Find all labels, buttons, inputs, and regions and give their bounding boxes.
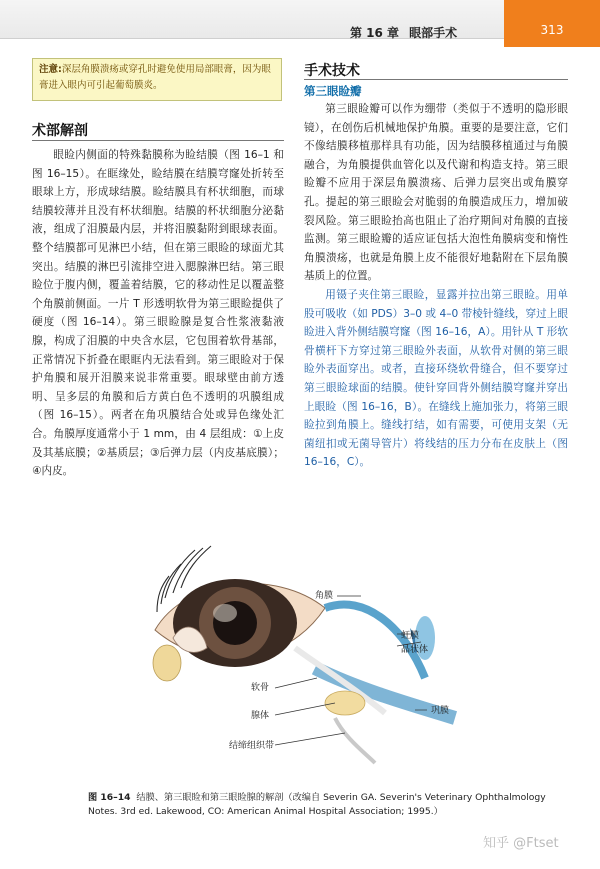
section-title-anatomy: 术部解剖 <box>32 123 88 139</box>
section-title-technique: 手术技术 <box>304 63 360 79</box>
running-head <box>350 24 510 40</box>
connective-band <box>335 718 375 763</box>
label-connective: 结缔组织带 <box>229 741 275 751</box>
chapter-number: 第 16 章 <box>350 26 400 40</box>
label-gland: 腺体 <box>251 711 270 721</box>
subsection-title: 第三眼睑瓣 <box>304 84 362 98</box>
third-eyelid-gland <box>153 645 181 681</box>
label-iris: 虹膜 <box>401 631 420 641</box>
label-sclera: 巩膜 <box>431 706 450 716</box>
figure-caption <box>88 791 568 819</box>
reflection <box>213 604 237 622</box>
caption-label: 图 16–14 <box>88 792 131 803</box>
cornea-section <box>325 604 425 678</box>
technique-text <box>304 100 568 472</box>
label-cornea: 角膜 <box>315 591 334 601</box>
anatomy-figure <box>125 538 470 768</box>
technique-paragraph-2: 用镊子夹住第三眼睑，显露并拉出第三眼睑。用单股可吸收（如 PDS）3–0 或 4–0 带棱针缝线，穿过上眼睑进入背外侧结膜穹窿（图 16–16，A）。用针从 T 形软骨横杆下方穿过第三眼睑外表面，从软骨对侧的第三眼睑外表面穿出。或者，直接环绕软骨缝合，但不要穿过第三眼睑球面的结膜。使针穿回背外侧结膜穹窿并穿出上眼睑（图 16–16，B）。在缝线上施加张力，将第三眼睑拉到角膜上。缝线打结，如有需要，可使用支架（无菌纽扣或无菌导管片）将线结的压力分布在皮肤上（图 16–16，C）。 <box>304 288 568 469</box>
anatomy-paragraph: 眼睑内侧面的特殊黏膜称为睑结膜（图 16–1 和图 16–15）。在眶缘处，睑结膜在结膜穹窿处折转至眼球上方，形成球结膜。睑结膜具有杯状细胞，而球结膜较薄并且没有杯状细胞。结膜的杯状细胞分泌黏液，组成了泪膜最内层，并将泪膜黏附到眼球表面。整个结膜都可见淋巴小结，但在第三眼睑的球面尤其突出。结膜的淋巴引流排空进入腮腺淋巴结。第三眼睑位于腹内侧，覆盖着结膜，它的移动性足以覆盖整个角膜前侧面。一片 T 形透明软骨为第三眼睑提供了硬度（图 16–14）。第三眼睑腺是复合性浆液黏液腺，构成了泪膜的中央含水层，它包围着软骨基部，正常情况下折叠在眼眶内无法看到。第三眼睑对于保护角膜和展开泪膜来说非常重要。眼球壁由前方透明、呈多层的角膜和后方黄白色不透明的巩膜组成（图 16–15）。两者在角巩膜结合处或异色缘处汇合。角膜厚度通常小于 1 mm，由 4 层组成：①上皮及其基底膜；②基质层；③后弹力层（内皮基底膜）；④内皮。 <box>32 149 284 478</box>
page-number: 313 <box>504 0 600 47</box>
watermark: 知乎 @Ftset <box>483 836 559 851</box>
caption-text: 结膜、第三眼睑和第三眼睑腺的解剖（改编自 Severin GA. Severin's Veterinary Ophthalmology Notes. 3rd ed. Lakewood, CO: American Animal Hospital Association; 1995.） <box>88 792 546 817</box>
anatomy-text <box>32 146 284 481</box>
gland-section <box>325 691 365 715</box>
note-label: 注意: <box>39 64 62 75</box>
chapter-title: 眼部手术 <box>409 26 458 40</box>
section-rule-left <box>32 140 284 141</box>
section-rule-right <box>304 79 568 80</box>
label-cartilage: 软骨 <box>251 683 270 693</box>
note-box <box>32 58 282 101</box>
note-text: 深层角膜溃疡或穿孔时避免使用局部眼膏，因为眼膏进入眼内可引起葡萄膜炎。 <box>39 64 271 91</box>
label-lens: 晶状体 <box>401 645 429 655</box>
technique-paragraph-1: 第三眼睑瓣可以作为绷带（类似于不透明的隐形眼镜），在创伤后机械地保护角膜。重要的是要注意，它们不像结膜移植那样具有功能，因为结膜移植通过与角膜融合，为角膜提供血管化以及代谢和构造支持。第三眼睑瓣不应用于深层角膜溃疡、后弹力层突出或角膜穿孔。提起的第三眼睑会对脆弱的角膜造成压力，增加破裂风险。第三眼睑抬高也阻止了治疗期间对角膜的直接监测。第三眼睑瓣的适应证包括大泡性角膜病变和惰性角膜溃疡，也就是角膜上皮不能很好地黏附在下层角膜基质上的位置。 <box>304 103 568 283</box>
